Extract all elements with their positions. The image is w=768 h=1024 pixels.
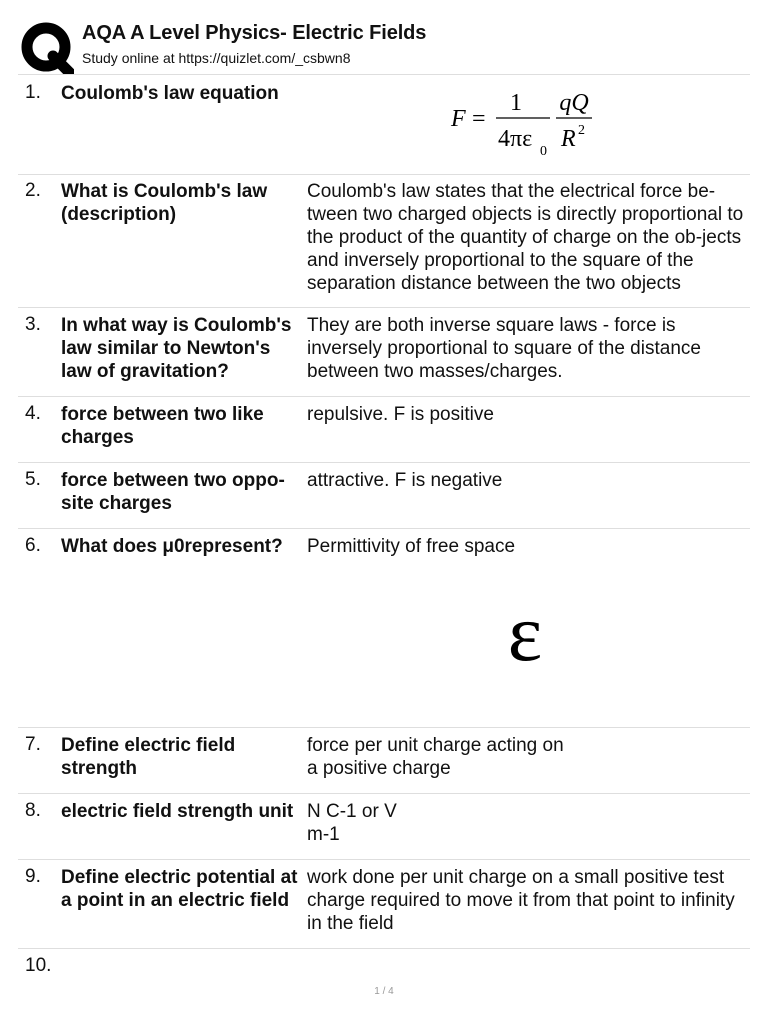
- card-definition: work done per unit charge on a small positive test charge required to move it from that point to infinity in the field: [307, 867, 735, 934]
- card-number: 1.: [25, 82, 41, 103]
- card-definition: N C-1 or V m-1: [307, 801, 397, 845]
- card-definition: Permittivity of free space: [307, 536, 516, 557]
- card-term: force between two oppo-site charges: [61, 470, 285, 514]
- divider: [18, 793, 750, 794]
- card-number: 5.: [25, 469, 41, 490]
- card-number: 10.: [25, 955, 52, 976]
- divider: [18, 462, 750, 463]
- card-number: 9.: [25, 866, 41, 887]
- divider: [18, 74, 750, 75]
- divider: [18, 396, 750, 397]
- formula-numerator-2: qQ: [559, 90, 589, 116]
- formula-denominator-2: R: [561, 126, 576, 152]
- card-number: 6.: [25, 535, 41, 556]
- quizlet-logo-icon: [20, 20, 74, 74]
- epsilon-glyph: ε: [507, 592, 543, 672]
- card-number: 2.: [25, 180, 41, 201]
- formula-denominator-2-sup: 2: [578, 123, 585, 138]
- card-definition: They are both inverse square laws - force is inversely proportional to square of the distance between two masses/charges.: [307, 315, 701, 382]
- card-term: force between two like charges: [61, 404, 264, 448]
- formula-lhs: F: [451, 106, 466, 132]
- divider: [18, 948, 750, 949]
- page-title: AQA A Level Physics- Electric Fields: [82, 22, 427, 44]
- card-term: Coulomb's law equation: [61, 83, 279, 104]
- divider: [18, 174, 750, 175]
- card-number: 7.: [25, 734, 41, 755]
- card-term: In what way is Coulomb's law similar to Newton's law of gravitation?: [61, 315, 292, 382]
- card-definition: Coulomb's law states that the electrical force be-tween two charged objects is directly proportional to the product of the quantity of charge on the ob-jects and inversely proportional to the square of the separation distance between the two objects: [307, 181, 744, 294]
- page-header: [0, 0, 768, 74]
- divider: [18, 528, 750, 529]
- formula-denominator-1: 4πε: [498, 126, 533, 152]
- formula-numerator-1: 1: [510, 90, 522, 116]
- page-indicator: 1 / 4: [374, 986, 394, 997]
- divider: [18, 307, 750, 308]
- card-number: 8.: [25, 800, 41, 821]
- divider: [18, 727, 750, 728]
- card-number: 4.: [25, 403, 41, 424]
- card-term: Define electric field strength: [61, 735, 236, 779]
- divider: [18, 859, 750, 860]
- card-definition: attractive. F is negative: [307, 470, 503, 491]
- coulomb-formula: [446, 84, 606, 162]
- page-subtitle: Study online at https://quizlet.com/_csbwn8: [82, 50, 351, 66]
- card-number: 3.: [25, 314, 41, 335]
- formula-equals: =: [472, 106, 486, 132]
- formula-denominator-1-sub: 0: [540, 144, 547, 159]
- card-definition: force per unit charge acting on a positive charge: [307, 735, 564, 779]
- epsilon-symbol: [490, 592, 560, 672]
- card-term: electric field strength unit: [61, 801, 294, 822]
- card-term: What does μ0represent?: [61, 536, 283, 557]
- card-term: What is Coulomb's law (description): [61, 181, 268, 225]
- card-term: Define electric potential at a point in an electric field: [61, 867, 298, 911]
- card-definition: repulsive. F is positive: [307, 404, 494, 425]
